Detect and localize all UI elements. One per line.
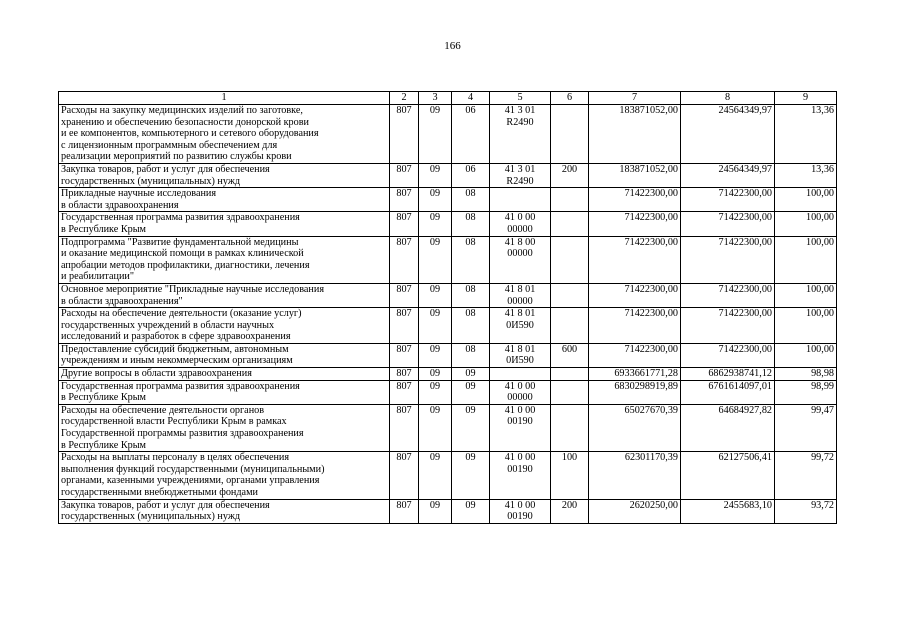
ministry-code-cell: 807 [390, 343, 419, 367]
executed-amount-cell: 71422300,00 [681, 308, 775, 344]
row-name-line: Государственной программы развития здравоохранения [61, 428, 304, 440]
executed-amount-cell: 71422300,00 [681, 188, 775, 212]
row-name-cell [59, 452, 390, 499]
table-row [59, 343, 837, 367]
execution-percent-cell: 13,36 [775, 163, 837, 187]
planned-amount-cell: 183871052,00 [589, 105, 681, 164]
row-name-line: государственных (муниципальных) нужд [61, 175, 241, 187]
row-name-cell [59, 283, 390, 307]
column-header: 6 [551, 92, 589, 105]
target-article-cell: 41 8 01 0И590 [490, 343, 551, 367]
row-name-cell [59, 380, 390, 404]
row-name-cell [59, 163, 390, 187]
row-name-line: апробации методов профилактики, диагностики, лечения [61, 259, 310, 271]
subsection-code-cell: 08 [452, 308, 490, 344]
section-code-cell: 09 [419, 105, 452, 164]
table-row [59, 236, 837, 283]
row-name-line: Государственная программа развития здравоохранения [61, 212, 300, 224]
table-row [59, 163, 837, 187]
subsection-code-cell: 08 [452, 343, 490, 367]
subsection-code-cell: 08 [452, 212, 490, 236]
subsection-code-cell: 08 [452, 283, 490, 307]
row-name-line: Предоставление субсидий бюджетным, автономным [61, 343, 289, 355]
row-name-line: Прикладные научные исследования [61, 188, 217, 200]
expense-type-cell [551, 212, 589, 236]
execution-percent-cell: 100,00 [775, 283, 837, 307]
execution-percent-cell: 99,72 [775, 452, 837, 499]
executed-amount-cell: 6761614097,01 [681, 380, 775, 404]
planned-amount-cell: 71422300,00 [589, 188, 681, 212]
section-code-cell: 09 [419, 188, 452, 212]
planned-amount-cell: 6933661771,28 [589, 368, 681, 381]
row-name-line: Расходы на выплаты персоналу в целях обеспечения [61, 452, 290, 464]
ministry-code-cell: 807 [390, 188, 419, 212]
target-article-cell: 41 3 01 R2490 [490, 163, 551, 187]
row-name-line: Государственная программа развития здравоохранения [61, 380, 300, 392]
subsection-code-cell: 09 [452, 380, 490, 404]
section-code-cell: 09 [419, 380, 452, 404]
section-code-cell: 09 [419, 212, 452, 236]
subsection-code-cell: 09 [452, 368, 490, 381]
ministry-code-cell: 807 [390, 105, 419, 164]
planned-amount-cell: 2620250,00 [589, 499, 681, 523]
section-code-cell: 09 [419, 236, 452, 283]
table-row [59, 380, 837, 404]
row-name-cell [59, 308, 390, 344]
column-header: 1 [59, 92, 390, 105]
table-row [59, 283, 837, 307]
section-code-cell: 09 [419, 343, 452, 367]
row-name-line: в области здравоохранения [61, 199, 179, 211]
executed-amount-cell: 71422300,00 [681, 343, 775, 367]
planned-amount-cell: 71422300,00 [589, 236, 681, 283]
ministry-code-cell: 807 [390, 499, 419, 523]
row-name-line: Другие вопросы в области здравоохранения [61, 368, 252, 380]
row-name-line: учреждениям и иным некоммерческим организациям [61, 355, 293, 367]
ministry-code-cell: 807 [390, 404, 419, 451]
row-name-line: реализации мероприятий по развитию службы крови [61, 151, 292, 163]
header-row [59, 92, 837, 105]
ministry-code-cell: 807 [390, 380, 419, 404]
ministry-code-cell: 807 [390, 283, 419, 307]
page-number: 166 [444, 40, 461, 52]
execution-percent-cell: 13,36 [775, 105, 837, 164]
planned-amount-cell: 71422300,00 [589, 308, 681, 344]
table-row [59, 368, 837, 381]
executed-amount-cell: 62127506,41 [681, 452, 775, 499]
execution-percent-cell: 100,00 [775, 343, 837, 367]
row-name-cell [59, 368, 390, 381]
planned-amount-cell: 62301170,39 [589, 452, 681, 499]
planned-amount-cell: 71422300,00 [589, 343, 681, 367]
row-name-line: государственных учреждений в области научных [61, 319, 275, 331]
subsection-code-cell: 09 [452, 404, 490, 451]
expense-type-cell: 200 [551, 163, 589, 187]
subsection-code-cell: 09 [452, 452, 490, 499]
execution-percent-cell: 93,72 [775, 499, 837, 523]
subsection-code-cell: 08 [452, 188, 490, 212]
expense-type-cell [551, 105, 589, 164]
section-code-cell: 09 [419, 452, 452, 499]
planned-amount-cell: 183871052,00 [589, 163, 681, 187]
row-name-line: исследований и разработок в сфере здравоохранения [61, 331, 291, 343]
column-header: 7 [589, 92, 681, 105]
row-name-line: в Республике Крым [61, 439, 147, 451]
execution-percent-cell: 99,47 [775, 404, 837, 451]
execution-percent-cell: 100,00 [775, 308, 837, 344]
column-header: 8 [681, 92, 775, 105]
target-article-cell [490, 368, 551, 381]
column-header: 3 [419, 92, 452, 105]
ministry-code-cell: 807 [390, 452, 419, 499]
section-code-cell: 09 [419, 283, 452, 307]
subsection-code-cell: 09 [452, 499, 490, 523]
row-name-line: государственной власти Республики Крым в рамках [61, 416, 287, 428]
ministry-code-cell: 807 [390, 308, 419, 344]
row-name-line: Основное мероприятие "Прикладные научные исследования [61, 283, 325, 295]
executed-amount-cell: 6862938741,12 [681, 368, 775, 381]
row-name-line: Закупка товаров, работ и услуг для обеспечения [61, 499, 270, 511]
section-code-cell: 09 [419, 368, 452, 381]
table-row [59, 452, 837, 499]
target-article-cell: 41 0 00 00000 [490, 212, 551, 236]
row-name-line: государственных (муниципальных) нужд [61, 511, 241, 523]
table-row [59, 212, 837, 236]
row-name-cell [59, 343, 390, 367]
expense-type-cell [551, 308, 589, 344]
budget-table [58, 91, 837, 524]
row-name-line: и оказание медицинской помощи в рамках клинической [61, 248, 304, 260]
row-name-line: органами, казенными учреждениями, органами управления [61, 475, 320, 487]
executed-amount-cell: 24564349,97 [681, 163, 775, 187]
execution-percent-cell: 98,99 [775, 380, 837, 404]
row-name-line: Расходы на закупку медицинских изделий по заготовке, [61, 105, 303, 116]
expense-type-cell: 200 [551, 499, 589, 523]
row-name-cell [59, 499, 390, 523]
row-name-line: с лицензионным программным обеспечением для [61, 139, 278, 151]
expense-type-cell [551, 188, 589, 212]
executed-amount-cell: 24564349,97 [681, 105, 775, 164]
row-name-line: и реабилитации" [61, 271, 135, 283]
row-name-line: в области здравоохранения" [61, 295, 183, 307]
executed-amount-cell: 71422300,00 [681, 212, 775, 236]
column-header: 9 [775, 92, 837, 105]
target-article-cell: 41 0 00 00190 [490, 404, 551, 451]
row-name-cell [59, 105, 390, 164]
expense-type-cell [551, 236, 589, 283]
executed-amount-cell: 71422300,00 [681, 283, 775, 307]
table-row [59, 188, 837, 212]
execution-percent-cell: 98,98 [775, 368, 837, 381]
target-article-cell: 41 8 00 00000 [490, 236, 551, 283]
target-article-cell: 41 0 00 00000 [490, 380, 551, 404]
ministry-code-cell: 807 [390, 368, 419, 381]
row-name-line: и ее компонентов, компьютерного и сетевого оборудования [61, 128, 319, 140]
column-header: 5 [490, 92, 551, 105]
ministry-code-cell: 807 [390, 163, 419, 187]
row-name-line: хранению и обеспечению безопасности донорской крови [61, 116, 309, 128]
row-name-cell [59, 404, 390, 451]
table-row [59, 308, 837, 344]
row-name-line: государственными внебюджетными фондами [61, 487, 258, 498]
target-article-cell: 41 3 01 R2490 [490, 105, 551, 164]
executed-amount-cell: 64684927,82 [681, 404, 775, 451]
row-name-line: Расходы на обеспечение деятельности органов [61, 404, 265, 416]
row-name-cell [59, 236, 390, 283]
column-header: 2 [390, 92, 419, 105]
target-article-cell [490, 188, 551, 212]
planned-amount-cell: 71422300,00 [589, 283, 681, 307]
section-code-cell: 09 [419, 163, 452, 187]
table-body [59, 105, 837, 524]
target-article-cell: 41 0 00 00190 [490, 499, 551, 523]
expense-type-cell: 100 [551, 452, 589, 499]
row-name-line: в Республике Крым [61, 392, 147, 404]
target-article-cell: 41 8 01 00000 [490, 283, 551, 307]
table-row [59, 404, 837, 451]
expense-type-cell [551, 380, 589, 404]
row-name-line: Подпрограмма "Развитие фундаментальной медицины [61, 236, 299, 248]
execution-percent-cell: 100,00 [775, 188, 837, 212]
row-name-line: Закупка товаров, работ и услуг для обеспечения [61, 163, 270, 175]
section-code-cell: 09 [419, 404, 452, 451]
executed-amount-cell: 71422300,00 [681, 236, 775, 283]
row-name-line: в Республике Крым [61, 223, 147, 235]
expense-type-cell [551, 404, 589, 451]
executed-amount-cell: 2455683,10 [681, 499, 775, 523]
planned-amount-cell: 65027670,39 [589, 404, 681, 451]
expense-type-cell: 600 [551, 343, 589, 367]
subsection-code-cell: 06 [452, 105, 490, 164]
table-row [59, 105, 837, 164]
target-article-cell: 41 8 01 0И590 [490, 308, 551, 344]
row-name-cell [59, 212, 390, 236]
row-name-line: выполнения функций государственными (муниципальными) [61, 463, 325, 475]
table-row [59, 499, 837, 523]
row-name-line: Расходы на обеспечение деятельности (оказание услуг) [61, 308, 302, 320]
column-header: 4 [452, 92, 490, 105]
execution-percent-cell: 100,00 [775, 236, 837, 283]
expense-type-cell [551, 368, 589, 381]
subsection-code-cell: 06 [452, 163, 490, 187]
execution-percent-cell: 100,00 [775, 212, 837, 236]
ministry-code-cell: 807 [390, 236, 419, 283]
ministry-code-cell: 807 [390, 212, 419, 236]
expense-type-cell [551, 283, 589, 307]
subsection-code-cell: 08 [452, 236, 490, 283]
section-code-cell: 09 [419, 308, 452, 344]
section-code-cell: 09 [419, 499, 452, 523]
target-article-cell: 41 0 00 00190 [490, 452, 551, 499]
planned-amount-cell: 71422300,00 [589, 212, 681, 236]
planned-amount-cell: 6830298919,89 [589, 380, 681, 404]
row-name-cell [59, 188, 390, 212]
